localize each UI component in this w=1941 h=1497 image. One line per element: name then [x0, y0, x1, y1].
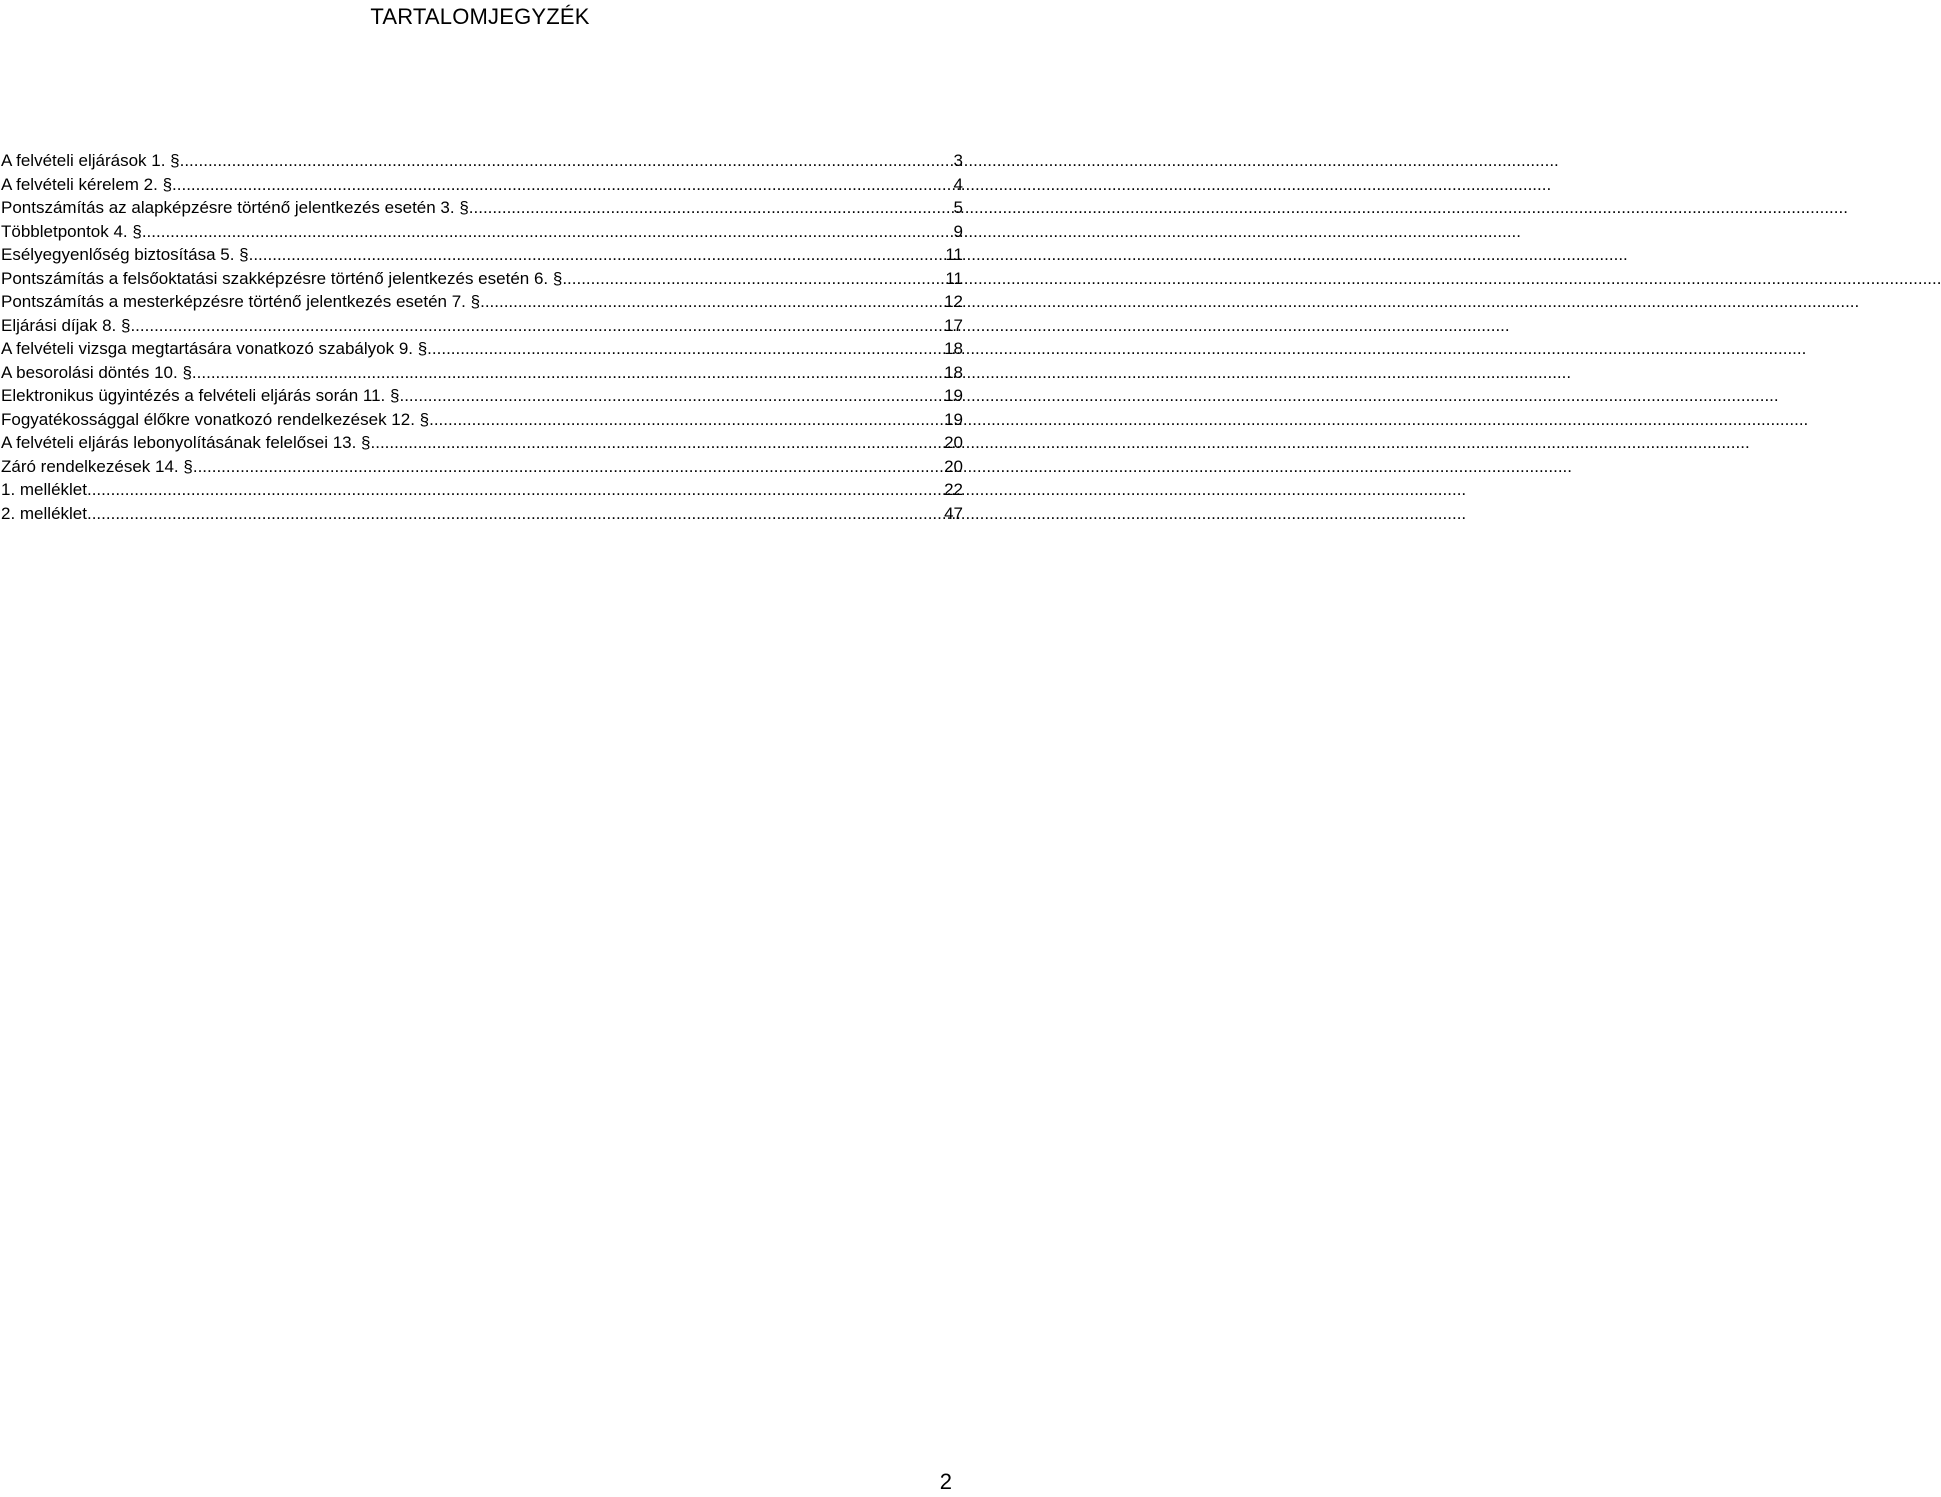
toc-entry-page: 18 — [944, 362, 963, 382]
toc-entry-label: A felvételi vizsga megtartására vonatkozó szabályok 9. § — [1, 339, 428, 358]
toc-entry-label: Többletpontok 4. § — [1, 221, 142, 241]
toc-entry[interactable] — [1, 149, 963, 173]
toc-dot-leader — [371, 431, 943, 455]
toc-entry-label: A felvételi eljárás lebonyolításának felelősei 13. § — [1, 433, 371, 452]
toc-dot-leader — [249, 243, 944, 267]
toc-entry-label: Záró rendelkezések 14. § — [1, 456, 193, 476]
toc-dot-leader — [399, 384, 942, 408]
toc-entry-page: 47 — [944, 503, 963, 523]
toc-dot-leader — [427, 337, 942, 361]
toc-entry-page: 4 — [953, 174, 963, 194]
toc-entry-page: 20 — [944, 433, 963, 452]
toc-entry[interactable] — [1, 478, 963, 502]
toc-entry-label: A besorolási döntés 10. § — [1, 362, 192, 382]
toc-dot-leader — [180, 149, 952, 173]
toc-entry-label: Pontszámítás a mesterképzésre történő jelentkezés esetén 7. § — [1, 292, 481, 311]
toc-dot-leader — [130, 314, 942, 338]
toc-dot-leader — [192, 361, 942, 385]
toc-dot-leader — [87, 502, 942, 526]
toc-entry-page: 19 — [944, 386, 963, 405]
toc-entry-page: 17 — [944, 315, 963, 335]
toc-entry-page: 20 — [944, 456, 963, 476]
toc-entry-label: A felvételi kérelem 2. § — [1, 174, 173, 194]
page-number: 2 — [939, 1469, 952, 1494]
toc-entry-label: Pontszámítás az alapképzésre történő jelentkezés esetén 3. § — [1, 198, 469, 217]
toc-entry[interactable] — [1, 361, 963, 385]
toc-entry[interactable] — [1, 220, 963, 244]
toc-entry-page: 11 — [945, 268, 963, 288]
toc-entry[interactable] — [1, 502, 963, 526]
toc-entry[interactable] — [1, 431, 963, 455]
toc-entry-label: 2. melléklet — [1, 503, 87, 523]
toc-entry-label: 1. melléklet — [1, 480, 87, 499]
toc-entry-page: 22 — [944, 480, 963, 499]
toc-entry-label: Elektronikus ügyintézés a felvételi eljárás során 11. § — [1, 386, 400, 405]
toc-dot-leader — [193, 455, 942, 479]
toc-entry-page: 19 — [944, 409, 963, 429]
toc-entry[interactable] — [1, 455, 963, 479]
toc-dot-leader — [562, 267, 943, 291]
toc-dot-leader — [87, 478, 942, 502]
toc-entry-page: 18 — [944, 339, 963, 358]
toc-dot-leader — [429, 408, 942, 432]
toc-entry-label: A felvételi eljárások 1. § — [1, 151, 180, 170]
toc-dot-leader — [142, 220, 952, 244]
toc-entry-page: 3 — [953, 151, 963, 170]
toc-entry-label: Fogyatékossággal élőkre vonatkozó rendelkezések 12. § — [1, 409, 430, 429]
toc-entry-page: 9 — [953, 221, 963, 241]
toc-entry-page: 11 — [945, 245, 963, 264]
toc-entry[interactable] — [1, 408, 963, 432]
toc-entry[interactable] — [1, 290, 963, 314]
toc-entry[interactable] — [1, 267, 963, 291]
toc-entry[interactable] — [1, 196, 963, 220]
toc-entry[interactable] — [1, 173, 963, 197]
toc-entry[interactable] — [1, 384, 963, 408]
table-of-contents — [1, 149, 963, 525]
toc-entry-page: 12 — [944, 292, 963, 311]
toc-dot-leader — [480, 290, 942, 314]
toc-entry[interactable] — [1, 314, 963, 338]
page-title: TARTALOMJEGYZÉK — [370, 4, 590, 29]
toc-entry-label: Eljárási díjak 8. § — [1, 315, 131, 335]
toc-entry[interactable] — [1, 337, 963, 361]
toc-entry-label: Pontszámítás a felsőoktatási szakképzésre történő jelentkezés esetén 6. § — [1, 268, 563, 288]
toc-entry[interactable] — [1, 243, 963, 267]
toc-dot-leader — [172, 173, 952, 197]
toc-entry-page: 5 — [953, 198, 963, 217]
toc-entry-label: Esélyegyenlőség biztosítása 5. § — [1, 245, 249, 264]
toc-dot-leader — [469, 196, 952, 220]
